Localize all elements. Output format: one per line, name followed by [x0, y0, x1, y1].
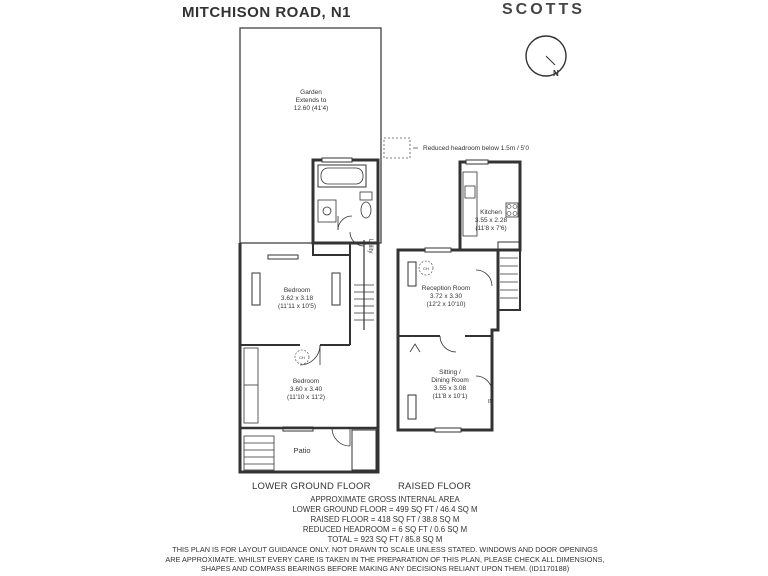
bathroom-walls: [313, 160, 378, 243]
toilet-icon: [360, 192, 372, 200]
area-lower: LOWER GROUND FLOOR = 499 SQ FT / 46.4 SQ M: [292, 505, 478, 514]
area-total: TOTAL = 923 SQ FT / 85.8 SQ M: [327, 535, 443, 544]
reduced-headroom-legend: [384, 138, 418, 158]
bedroom1-label: Bedroom: [283, 287, 311, 294]
reception-dims-ft: (12'2 x 10'10): [426, 301, 466, 308]
sitting-label-line2: Dining Room: [431, 377, 469, 384]
patio-label: Patio: [293, 446, 311, 455]
reception-dims-m: 3.72 x 3.30: [429, 293, 463, 300]
reduced-headroom-text: Reduced headroom below 1.5m / 5'0: [423, 145, 530, 152]
disclaimer: [150, 545, 620, 574]
garden-label: Garden: [300, 89, 322, 96]
bedroom1-dims-ft: (11'11 x 10'5): [277, 303, 317, 310]
disclaimer-line1: THIS PLAN IS FOR LAYOUT GUIDANCE ONLY. NOT DRAWN TO SCALE UNLESS STATED. WINDOWS AND DOOR OPENINGS: [172, 545, 598, 554]
disclaimer-line3: SHAPES AND COMPASS BEARINGS BEFORE MAKING ANY DECISIONS RELIANT UPON THEM. (ID1170188): [200, 564, 570, 573]
area-summary: [150, 495, 620, 545]
kitchen-dims-m: 3.55 x 2.28: [474, 217, 508, 224]
compass-icon: [526, 36, 566, 78]
page-title: MITCHISON ROAD, N1: [182, 4, 352, 21]
kitchen-dims-ft: (11'8 x 7'6): [475, 225, 507, 232]
kitchen-label: Kitchen: [480, 209, 502, 216]
area-heading: APPROXIMATE GROSS INTERNAL AREA: [310, 495, 460, 504]
bedroom2-label: Bedroom: [292, 378, 320, 385]
bedroom2-dims-m: 3.60 x 3.40: [289, 386, 323, 393]
garden-outline: [240, 28, 381, 243]
bedroom1-dims-m: 3.62 x 3.18: [280, 295, 314, 302]
compass-north-label: N: [553, 69, 559, 78]
raised-floor-label: RAISED FLOOR: [398, 481, 472, 492]
wardrobe-icon: [244, 348, 258, 423]
lower-ground-floor-label: LOWER GROUND FLOOR: [252, 481, 371, 492]
brand-logo: SCOTTS: [502, 1, 585, 18]
sink-icon: [465, 186, 475, 198]
sitting-dims-ft: (11'8 x 10'1): [432, 393, 468, 400]
utility-label: Utility: [367, 238, 373, 254]
sitting-dims-m: 3.55 x 3.08: [433, 385, 467, 392]
reception-label: Reception Room: [421, 285, 471, 292]
bedroom2-dims-ft: (11'10 x 11'2): [286, 394, 326, 401]
garden-dims: 12.60 (41'4): [293, 105, 329, 112]
basin-icon: [318, 200, 336, 222]
area-raised: RAISED FLOOR = 418 SQ FT / 38.8 SQ M: [310, 515, 460, 524]
ch-label-raised: CH: [423, 266, 429, 271]
entry-mark: IN: [488, 399, 493, 405]
garden-line2: Extends to: [295, 97, 327, 104]
room-labels: [278, 89, 529, 455]
sitting-label: Sitting /: [439, 369, 461, 376]
disclaimer-line2: ARE APPROXIMATE. WHILST EVERY CARE IS TAKEN IN THE PREPARATION OF THIS PLAN, PLEASE CHECK ALL DIMENSIONS,: [165, 554, 605, 564]
area-reduced: REDUCED HEADROOM = 6 SQ FT / 0.6 SQ M: [302, 525, 468, 534]
ch-label-lower: CH: [299, 355, 305, 360]
